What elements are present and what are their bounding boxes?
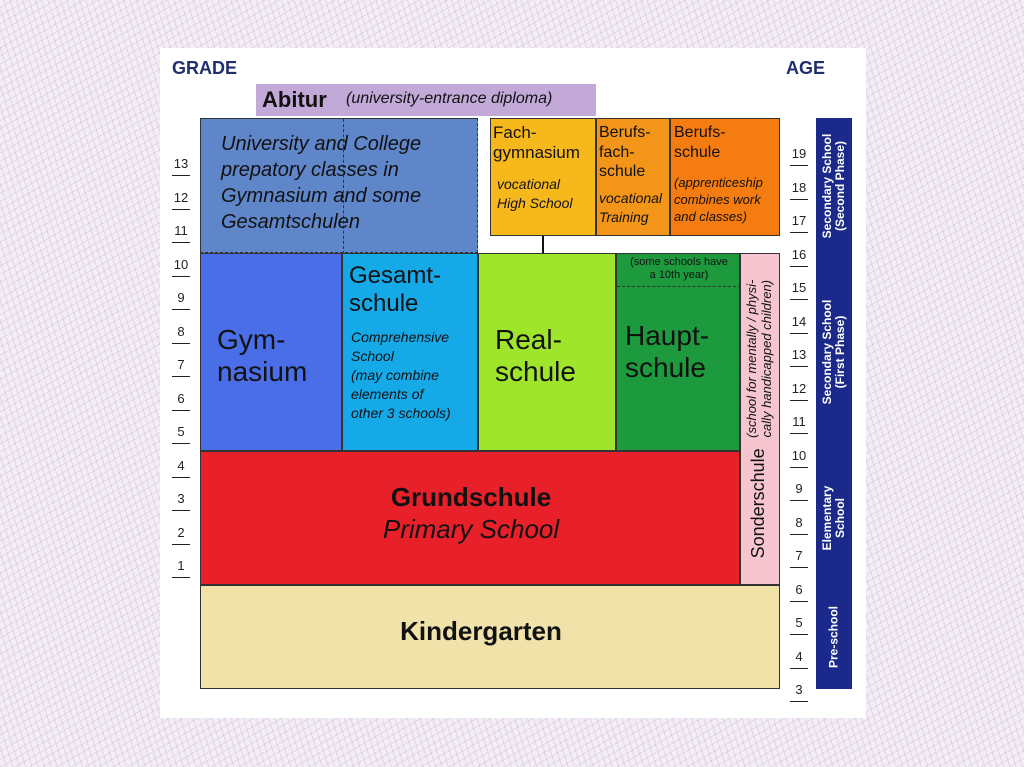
grade-tick-line bbox=[172, 209, 190, 210]
phase-band bbox=[816, 253, 852, 451]
age-tick-label: 4 bbox=[795, 648, 803, 664]
upper-prep-text: University and College prepatory classes in Gymnasium and some Gesamtschulen bbox=[221, 133, 422, 233]
grade-tick-label: 13 bbox=[173, 156, 189, 171]
sonderschule-desc: (school for mentally / physi- cally handicapped children) bbox=[744, 279, 774, 438]
grade-tick-line bbox=[172, 309, 190, 310]
age-tick-label: 11 bbox=[792, 414, 806, 429]
grade-tick-line bbox=[172, 577, 190, 578]
age-tick-label: 13 bbox=[791, 347, 807, 362]
age-tick-line bbox=[790, 500, 808, 501]
grade-tick-label: 3 bbox=[177, 491, 185, 506]
grade-tick-line bbox=[172, 510, 190, 511]
grade-tick-label: 4 bbox=[177, 457, 185, 473]
hauptschule-name: Haupt- schule bbox=[625, 320, 710, 384]
age-tick-line bbox=[790, 433, 808, 434]
age-tick-line bbox=[790, 567, 808, 568]
age-tick-line bbox=[790, 467, 808, 468]
age-tick-line bbox=[790, 701, 808, 702]
grade-tick-label: 5 bbox=[177, 424, 185, 439]
hauptschule-note: (some schools have a 10th year) bbox=[630, 256, 728, 281]
sonderschule-box bbox=[740, 253, 780, 585]
age-tick-line bbox=[790, 333, 808, 334]
phase-label: Elementary School bbox=[819, 485, 847, 551]
grade-tick-line bbox=[172, 443, 190, 444]
berufsschule-name: Berufs- schule bbox=[674, 124, 726, 161]
phase-band bbox=[816, 118, 852, 253]
grade-tick-label: 8 bbox=[177, 323, 185, 339]
phase-band bbox=[816, 451, 852, 585]
grundschule-desc: Primary School bbox=[382, 514, 560, 544]
age-tick-label: 19 bbox=[791, 146, 807, 161]
gesamtschule-name: Gesamt- schule bbox=[349, 262, 442, 317]
phase-label: Secondary School (Second Phase) bbox=[819, 133, 847, 238]
age-tick-line bbox=[790, 232, 808, 233]
connector-line bbox=[542, 236, 544, 253]
age-tick-line bbox=[790, 165, 808, 166]
phase-label: Pre-school bbox=[826, 605, 841, 669]
age-tick-label: 16 bbox=[791, 246, 807, 262]
age-tick-label: 14 bbox=[791, 313, 807, 329]
age-tick-label: 17 bbox=[791, 213, 807, 228]
grade-tick-line bbox=[172, 242, 190, 243]
diagram-canvas bbox=[160, 48, 866, 718]
grade-tick-line bbox=[172, 276, 190, 277]
grade-tick-line bbox=[172, 410, 190, 411]
age-tick-label: 18 bbox=[791, 179, 807, 195]
grade-tick-label: 6 bbox=[177, 390, 185, 406]
age-tick-line bbox=[790, 601, 808, 602]
hauptschule-box bbox=[616, 253, 740, 451]
fachgymnasium-name: Fach- gymnasium bbox=[493, 123, 580, 162]
gymnasium-box bbox=[200, 253, 342, 451]
berufsfachschule-name: Berufs- fach- schule bbox=[599, 124, 651, 181]
fachgymnasium-box bbox=[490, 118, 596, 236]
gesamtschule-box bbox=[342, 253, 478, 451]
phase-label: Secondary School (First Phase) bbox=[819, 299, 847, 405]
realschule-box bbox=[478, 253, 616, 451]
age-tick-line bbox=[790, 400, 808, 401]
grade-header: GRADE bbox=[172, 58, 238, 78]
age-tick-label: 5 bbox=[795, 615, 803, 630]
age-tick-line bbox=[790, 266, 808, 267]
grade-tick-line bbox=[172, 544, 190, 545]
fachgymnasium-desc: vocational High School bbox=[497, 176, 573, 211]
berufsfachschule-box bbox=[596, 118, 670, 236]
phase-band bbox=[816, 585, 852, 689]
age-tick-label: 12 bbox=[791, 380, 807, 396]
gymnasium-name: Gym- nasium bbox=[217, 324, 308, 388]
age-header: AGE bbox=[786, 58, 826, 78]
age-tick-line bbox=[790, 668, 808, 669]
age-tick-line bbox=[790, 366, 808, 367]
grundschule-name: Grundschule bbox=[390, 482, 552, 512]
age-tick-label: 15 bbox=[791, 280, 807, 295]
age-tick-label: 9 bbox=[795, 481, 803, 496]
grade-tick-line bbox=[172, 477, 190, 478]
sonderschule-name: Sonderschule bbox=[748, 448, 769, 559]
age-tick-label: 8 bbox=[795, 514, 803, 530]
kindergarten-name: Kindergarten bbox=[400, 616, 562, 646]
grade-tick-label: 2 bbox=[177, 524, 185, 540]
kindergarten-box bbox=[200, 585, 780, 689]
grundschule-box bbox=[200, 451, 740, 585]
abitur-box bbox=[256, 84, 596, 116]
grade-tick-label: 1 bbox=[177, 558, 185, 573]
gesamtschule-desc: Comprehensive School (may combine elements of other 3 schools) bbox=[351, 329, 451, 421]
grade-tick-line bbox=[172, 376, 190, 377]
abitur-title: Abitur bbox=[262, 87, 327, 112]
age-tick-label: 7 bbox=[795, 548, 803, 563]
tenth-year-line bbox=[617, 286, 741, 287]
age-tick-line bbox=[790, 534, 808, 535]
age-tick-line bbox=[790, 299, 808, 300]
abitur-subtitle: (university-entrance diploma) bbox=[346, 90, 553, 107]
grade-tick-label: 9 bbox=[177, 290, 185, 305]
grade-tick-label: 12 bbox=[173, 189, 189, 205]
grade-tick-line bbox=[172, 343, 190, 344]
age-tick-label: 3 bbox=[795, 682, 803, 697]
grade-tick-label: 11 bbox=[174, 223, 188, 238]
age-tick-line bbox=[790, 199, 808, 200]
age-tick-label: 10 bbox=[791, 447, 807, 463]
age-tick-label: 6 bbox=[795, 581, 803, 597]
age-tick-line bbox=[790, 634, 808, 635]
berufsschule-desc: (apprenticeship combines work and classes) bbox=[674, 175, 763, 224]
upper-prep-box bbox=[200, 118, 478, 253]
berufsschule-box bbox=[670, 118, 780, 236]
berufsfachschule-desc: vocational Training bbox=[599, 190, 663, 225]
grade-tick-line bbox=[172, 175, 190, 176]
grade-tick-label: 7 bbox=[177, 357, 185, 372]
realschule-name: Real- schule bbox=[495, 324, 576, 388]
grade-tick-label: 10 bbox=[173, 256, 189, 272]
